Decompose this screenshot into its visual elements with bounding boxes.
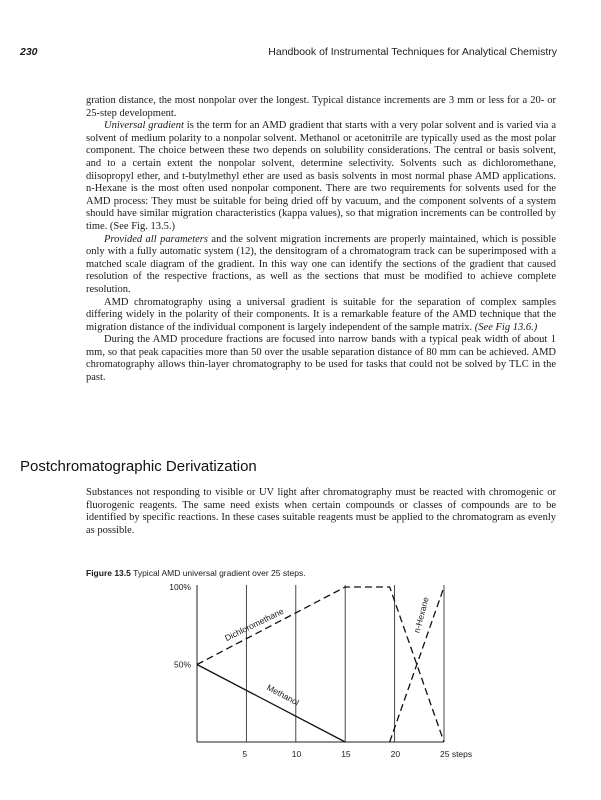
x-tick-label: 20 xyxy=(390,749,401,759)
paragraph-text: AMD chromatography using a universal gradient is suitable for the separation of complex samples differing widely in the polarity of their components. It is a remarkable feature of the AMD technique that the migration distance of the individual component is largely independent of the sample matrix. xyxy=(86,296,556,333)
curve-label: Dichloromethane xyxy=(223,605,286,644)
paragraph: Substances not responding to visible or UV light after chromatography must be reacted with chromogenic or fluorogenic reagents. The same need exists when certain compounds or classes of compounds are to be identified by specific reactions. In these cases suitable reagents must be applied to the chromatogram as evenly as possible. xyxy=(86,487,556,536)
series-line-dichloromethane xyxy=(197,587,444,742)
figure-caption-text: Typical AMD universal gradient over 25 steps. xyxy=(133,568,306,578)
y-tick-label: 50% xyxy=(173,659,191,670)
x-tick-label: 10 xyxy=(291,749,302,759)
figure-label: Figure 13.5 xyxy=(86,568,131,578)
x-tick-label: 5 xyxy=(242,749,248,759)
curve-label: n-Hexane xyxy=(411,595,431,635)
paragraph-tail: (See Fig 13.6.) xyxy=(472,321,538,333)
x-tick-label: 25 steps xyxy=(440,749,473,759)
paragraph-text: During the AMD procedure fractions are focused into narrow bands with a typical peak width of about 1 mm, so that peak capacities more than 50 over the usable separation distance of 80 mm can be achieved. AMD chromatography allows thin-layer chromatography to be used for tasks that could not be solved by TLC in the past. xyxy=(86,334,556,384)
paragraph-lead: Universal gradient xyxy=(104,120,184,132)
x-tick-label: 15 xyxy=(341,749,351,759)
paragraph-lead: Provided all parameters xyxy=(104,233,208,245)
paragraph-text: gration distance, the most nonpolar over the longest. Typical distance increments are 3 mm or less for a 20- or 25-step development. xyxy=(86,95,556,119)
curve-label: Methanol xyxy=(265,682,301,708)
running-head: Handbook of Instrumental Techniques for Analytical Chemistry xyxy=(268,46,557,58)
y-tick-label: 100% xyxy=(169,582,191,592)
paragraph-text: and the solvent migration increments are properly maintained, which is possible only with a fully automatic system (12), the densitogram of a chromatogram track can be superimposed with a matched scale diagram of the gradient. In this way one can identify the sections of the gradient that caused resolution of the respective fractions, as well as the sections that must be modified to achieve complete resolution. xyxy=(86,233,556,295)
series-line-methanol xyxy=(197,665,345,743)
page-number: 230 xyxy=(20,46,38,58)
section-heading: Postchromatographic Derivatization xyxy=(20,458,257,475)
paragraph-text: is the term for an AMD gradient that starts with a very polar solvent and is varied via a solvent of medium polarity to a nonpolar solvent. Methanol or acetonitrile are typically used as the most polar component. The choice between these two depends on solubility considerations. The central or basis solvent, and to a certain extent the nonpolar solvent, determine selectivity. Solvents such as dichloromethane, diisopropyl ether, and t-butylmethyl ether are used as basis solvents in most normal phase AMD applications. n-Hexane is the most often used nonpolar component. There are two requirements for solvents used for the AMD process: They must be suitable for being dried off by vacuum, and the component solvents of a system should have similar migration characteristics (kappa values), so that migration increments can be controlled by time. (See Fig. 13.5.) xyxy=(86,120,556,232)
